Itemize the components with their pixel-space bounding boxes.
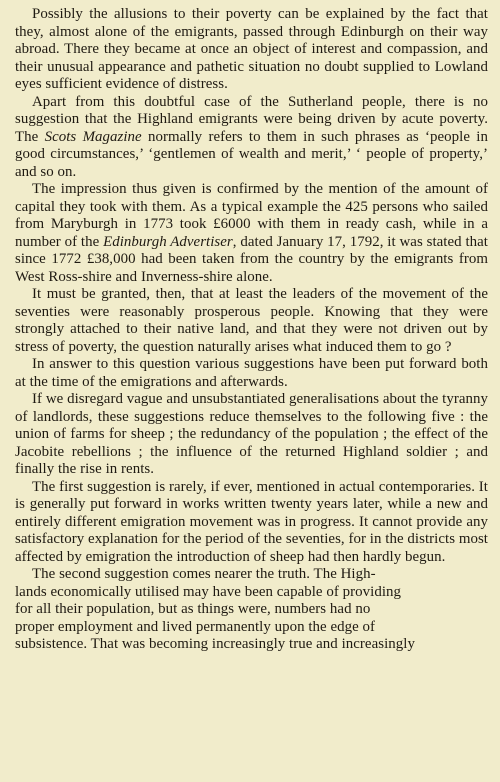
text-run: Apart from this doubtful case of the Sutherland people, there is no suggestion that the Highland emigrants were being driven by acute poverty. The <box>15 93 488 145</box>
paragraph <box>15 94 488 182</box>
text-run: , dated January 17, 1792, it was stated that since 1772 £38,000 had been taken from the country by the emigrants from West Ross-shire and Inverness-shire alone. <box>15 233 488 285</box>
text-line: The second suggestion comes nearer the truth. The High- <box>32 566 376 582</box>
text-run: Possibly the allusions to their poverty can be explained by the fact that they, almost alone of the emigrants, passed through Edinburgh on their way abroad. There they became at once an object of interest and compassion, and their unusual appearance and pathetic situation no doubt supplied to Lowland eyes sufficient evidence of distress. <box>15 6 488 92</box>
text-run: The impression thus given is confirmed by the mention of the amount of capital they took with them. As a typical example the 425 persons who sailed from Maryburgh in 1773 took £6000 with them in ready cash, while in a number of the <box>15 181 488 250</box>
text-line: proper employment and lived permanently upon the edge of <box>15 618 376 635</box>
paragraph <box>15 6 488 94</box>
paragraph <box>15 181 488 286</box>
paragraph-final <box>15 566 488 654</box>
text-run: normally refers to them in such phrases as ‘people in good circumstances,’ ‘gentlemen of wealth and merit,’ ‘ people of property,’ and so on. <box>15 128 488 180</box>
text-run: It must be granted, then, that at least the leaders of the movement of the seventies were reasonably prosperous people. Knowing that they were strongly attached to their native land, and that they were not driven out by stress of poverty, the question naturally arises what induced them to go ? <box>15 286 488 355</box>
italic-title: Edinburgh Advertiser <box>103 233 233 250</box>
italic-title: Scots Magazine <box>44 128 142 145</box>
text-run: If we disregard vague and unsubstantiated generalisations about the tyranny of landlords, these suggestions reduce themselves to the following five : the union of farms for sheep ; the redundancy of the population ; the effect of the Jacobite rebellions ; the influence of the returned Highland soldier ; and finally the rise in rents. <box>15 391 488 477</box>
body-text <box>15 6 488 654</box>
text-line: lands economically utilised may have been capable of providing <box>15 583 401 600</box>
text-line: subsistence. That was becoming increasingly true and increasingly <box>15 636 415 652</box>
text-line: for all their population, but as things were, numbers had no <box>15 601 371 617</box>
paragraph <box>15 479 488 567</box>
paragraph <box>15 391 488 479</box>
text-run: In answer to this question various suggestions have been put forward both at the time of the emigrations and afterwards. <box>15 356 488 390</box>
paragraph <box>15 356 488 391</box>
paragraph <box>15 286 488 356</box>
text-run: The first suggestion is rarely, if ever, mentioned in actual contemporaries. It is generally put forward in works written twenty years later, while a new and entirely different emigration movement was in progress. It cannot provide any satisfactory explanation for the period of the seventies, for in the districts most affected by emigration the introduction of sheep had then hardly begun. <box>15 478 488 565</box>
